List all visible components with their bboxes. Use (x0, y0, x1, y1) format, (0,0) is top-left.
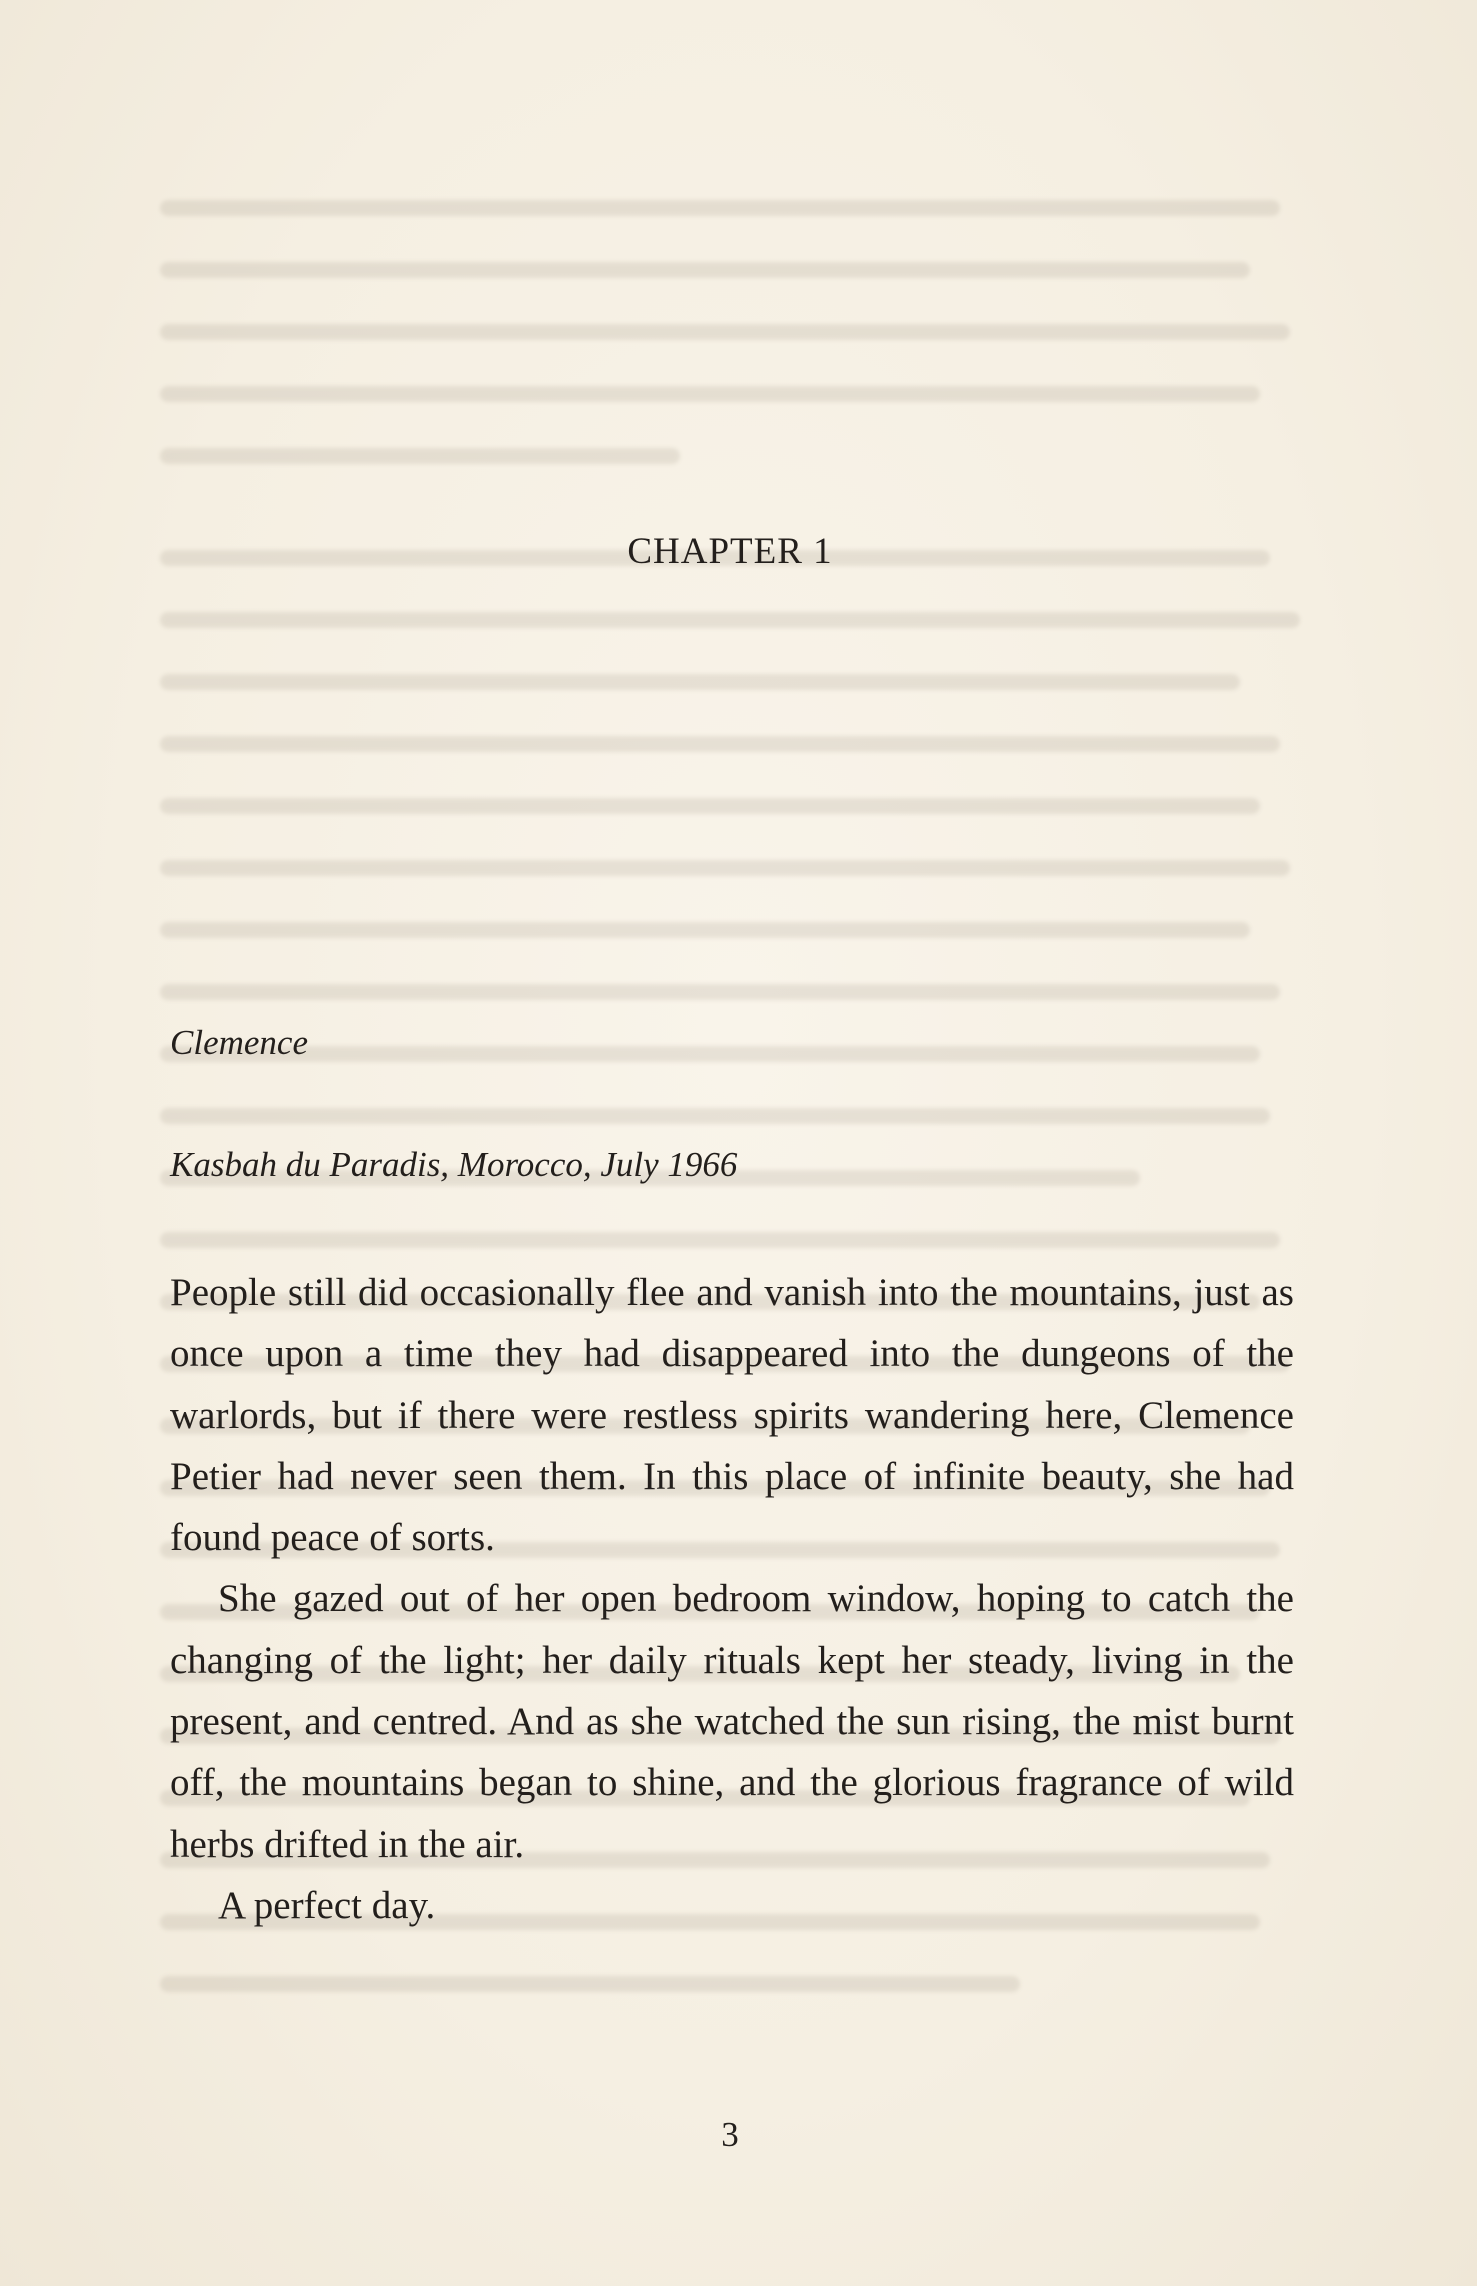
paragraph: She gazed out of her open bedroom window, hoping to catch the changing of the light; her daily rituals kept her steady, living in the present, and centred. And as she watched the sun rising, the mist burnt off, the mountains began to shine, and the glorious fragrance of wild herbs drifted in the air. (170, 1577, 1294, 1866)
section-dateline: Kasbah du Paradis, Morocco, July 1966 (170, 1145, 738, 1184)
paragraph: People still did occasionally flee and vanish into the mountains, just as once upon a time they had disappeared into the dungeons of the warlords, but if there were restless spirits wandering here, Clemence Petier had never seen them. In this place of infinite beauty, she had found peace of sorts. (170, 1271, 1294, 1560)
section-narrator: Clemence (170, 1023, 308, 1062)
page-number: 3 (721, 2115, 739, 2154)
chapter-heading: CHAPTER 1 (627, 531, 833, 572)
body-text (170, 1262, 1294, 1936)
paragraph: A perfect day. (218, 1883, 436, 1927)
